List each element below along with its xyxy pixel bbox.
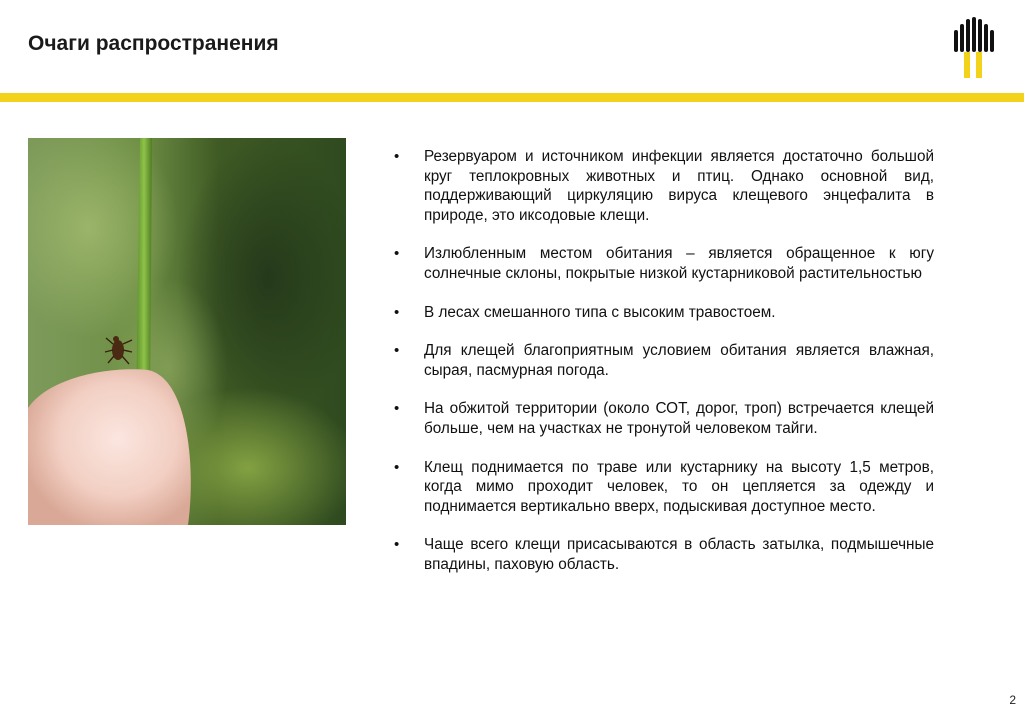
list-item [394, 535, 934, 574]
list-item [394, 341, 934, 380]
list-item [394, 399, 934, 438]
bullet-text: На обжитой территории (около СОТ, дорог, троп) встречается клещей больше, чем на участках не тронутой человеком тайги. [424, 400, 934, 437]
bullet-dot: • [394, 148, 400, 165]
tick-photo [28, 138, 346, 525]
bullet-dot: • [394, 245, 400, 263]
bullet-dot: • [394, 400, 400, 418]
bullet-text: Резервуаром и источником инфекции является достаточно большой круг теплокровных животных и птиц. Однако основной вид, поддерживающий циркуляцию вируса клещевого энцефалита в природе, это иксодовые клещи. [424, 148, 934, 224]
bullet-text: Для клещей благоприятным условием обитания является влажная, сырая, пасмурная погода. [424, 342, 934, 379]
header-divider [0, 93, 1024, 102]
page-number: 2 [1009, 693, 1016, 707]
list-item [394, 244, 934, 283]
bullet-dot: • [394, 536, 400, 554]
list-item [394, 147, 934, 225]
bullet-text: В лесах смешанного типа с высоким травостоем. [424, 303, 776, 321]
rosneft-logo-icon [950, 16, 998, 78]
list-item [394, 458, 934, 517]
bullet-dot: • [394, 303, 400, 321]
page-title: Очаги распространения [28, 32, 279, 55]
bullet-text: Излюбленным местом обитания – является обращенное к югу солнечные склоны, покрытые низкой кустарниковой растительностью [424, 245, 934, 282]
bullet-dot: • [394, 458, 400, 476]
bullet-text: Клещ поднимается по траве или кустарнику на высоту 1,5 метров, когда мимо проходит человек, то он цепляется за одежду и поднимается вертикально вверх, подыскивая доступное место. [424, 458, 934, 515]
bullet-list [394, 147, 934, 594]
bullet-dot: • [394, 342, 400, 360]
list-item [394, 303, 934, 323]
bullet-text: Чаще всего клещи присасываются в область затылка, подмышечные впадины, паховую область. [424, 536, 934, 573]
